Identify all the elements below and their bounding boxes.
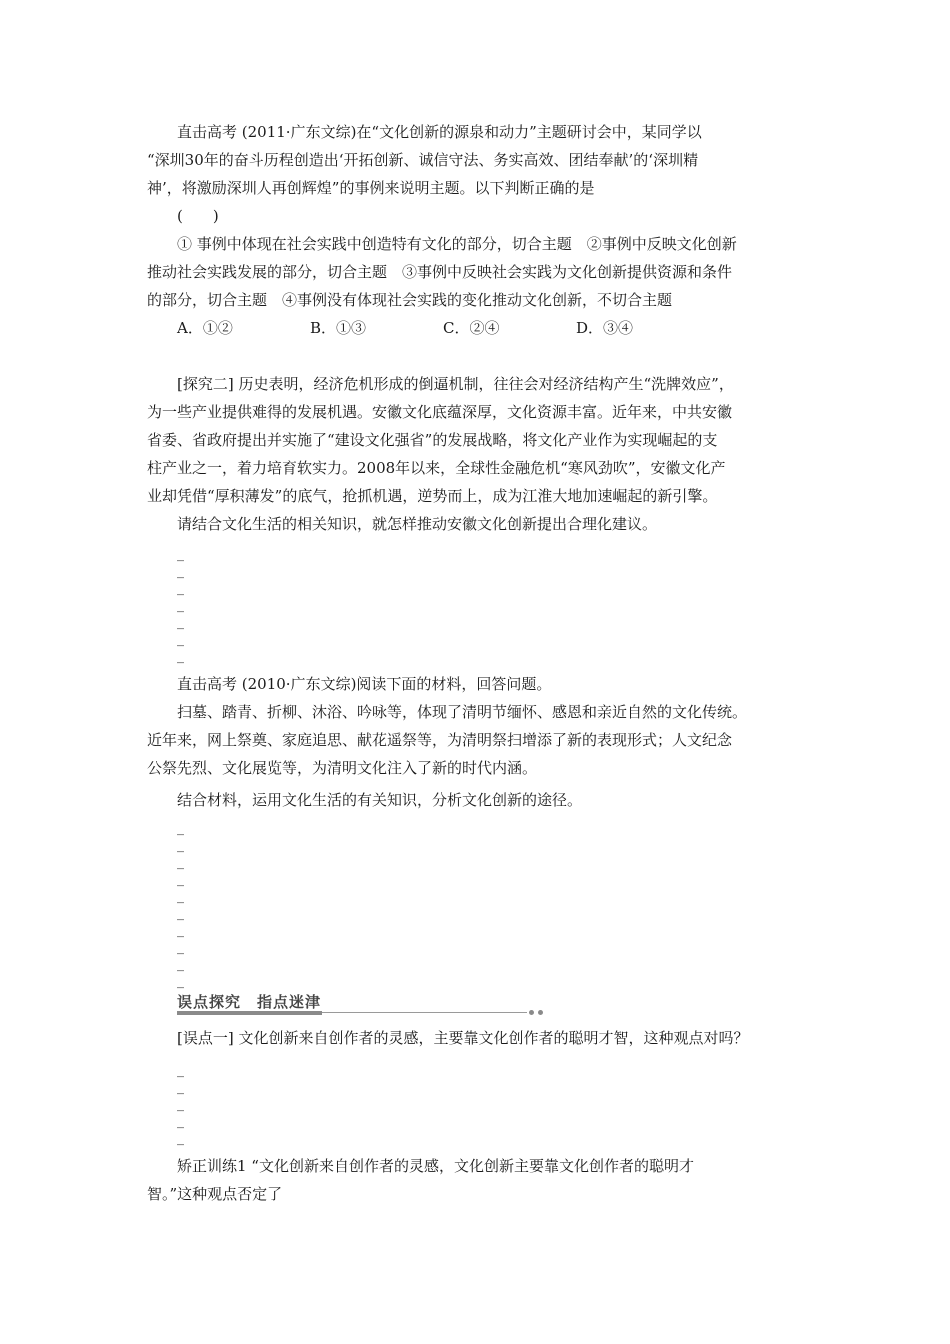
decorative-dot-icon <box>538 1010 543 1015</box>
text-line: 公祭先烈、文化展览等，为清明文化注入了新的时代内涵。 <box>147 759 538 777</box>
text-line: 业却凭借“厚积薄发”的底气，抢抓机遇，逆势而上，成为江淮大地加速崛起的新引擎。 <box>147 487 718 505</box>
blank-mark: _ <box>177 580 184 596</box>
answer-blank-area <box>177 1062 184 1147</box>
blank-mark: _ <box>177 1062 184 1078</box>
training-1-question <box>147 1152 827 1208</box>
blank-mark: _ <box>177 905 184 921</box>
section-header <box>177 991 537 1015</box>
question-2-prompt: 结合材料，运用文化生活的有关知识，分析文化创新的途径。 <box>177 791 583 809</box>
answer-bracket: ( ) <box>177 207 219 225</box>
blank-mark: _ <box>177 956 184 972</box>
text-line: 的部分，切合主题 ④事例没有体现社会实践的变化推动文化创新，不切合主题 <box>147 291 673 309</box>
choice-d: D．③④ <box>576 319 634 337</box>
blank-mark: _ <box>177 648 184 664</box>
blank-mark: _ <box>177 631 184 647</box>
mistake-1-question: [误点一] 文化创新来自创作者的灵感，主要靠文化创作者的聪明才智，这种观点对吗？ <box>177 1029 749 1047</box>
explore-2-material <box>147 370 827 510</box>
blank-mark: _ <box>177 973 184 989</box>
decorative-dot-icon <box>529 1010 534 1015</box>
text-line: 扫墓、踏青、折柳、沐浴、吟咏等，体现了清明节缅怀、感恩和亲近自然的文化传统。 <box>177 703 748 721</box>
blank-mark: _ <box>177 837 184 853</box>
blank-mark: _ <box>177 888 184 904</box>
text-line: ① 事例中体现在社会实践中创造特有文化的部分，切合主题 ②事例中反映文化创新 <box>177 235 737 253</box>
text-line: 矫正训练1 “文化创新来自创作者的灵感，文化创新主要靠文化创作者的聪明才 <box>177 1157 694 1175</box>
choice-c: C．②④ <box>443 319 500 337</box>
blank-mark: _ <box>177 820 184 836</box>
blank-mark: _ <box>177 854 184 870</box>
answer-blank-area <box>177 820 184 990</box>
blank-mark: _ <box>177 871 184 887</box>
text-line: 智。”这种观点否定了 <box>147 1185 283 1203</box>
blank-mark: _ <box>177 1096 184 1112</box>
section-header-title: 误点探究 指点迷津 <box>177 993 322 1011</box>
choice-list <box>177 314 633 342</box>
blank-mark: _ <box>177 1130 184 1146</box>
text-line: “深圳30年的奋斗历程创造出‘开拓创新、诚信守法、务实高效、团结奉献’的‘深圳精 <box>147 151 699 169</box>
text-line: [探究二] 历史表明，经济危机形成的倒逼机制，往往会对经济结构产生“洗牌效应”， <box>177 375 734 393</box>
text-line: 近年来，网上祭奠、家庭追思、献花遥祭等，为清明祭扫增添了新的表现形式；人文纪念 <box>147 731 733 749</box>
blank-mark: _ <box>177 1113 184 1129</box>
blank-mark: _ <box>177 546 184 562</box>
choice-a: A．①② <box>177 319 233 337</box>
blank-mark: _ <box>177 614 184 630</box>
section-header-underline <box>177 1011 322 1015</box>
blank-mark: _ <box>177 939 184 955</box>
question-1-options <box>147 230 827 314</box>
text-line: 为一些产业提供难得的发展机遇。安徽文化底蕴深厚，文化资源丰富。近年来，中共安徽 <box>147 403 733 421</box>
text-line: 推动社会实践发展的部分，切合主题 ③事例中反映社会实践为文化创新提供资源和条件 <box>147 263 733 281</box>
question-1-stem <box>147 118 827 202</box>
text-line: 省委、省政府提出并实施了“建设文化强省”的发展战略，将文化产业作为实现崛起的支 <box>147 431 718 449</box>
question-2-title: 直击高考 (2010·广东文综)阅读下面的材料，回答问题。 <box>177 675 552 693</box>
blank-mark: _ <box>177 1079 184 1095</box>
question-2-material <box>147 698 827 782</box>
text-line: 直击高考 (2011·广东文综)在“文化创新的源泉和动力”主题研讨会中，某同学以 <box>177 123 702 141</box>
section-header-rule <box>322 1012 527 1013</box>
text-line: 神’，将激励深圳人再创辉煌”的事例来说明主题。以下判断正确的是 <box>147 179 595 197</box>
blank-mark: _ <box>177 563 184 579</box>
blank-mark: _ <box>177 597 184 613</box>
text-line: 柱产业之一，着力培育软实力。2008年以来，全球性金融危机“寒风劲吹”，安徽文化产 <box>147 459 726 477</box>
blank-mark: _ <box>177 922 184 938</box>
choice-b: B．①③ <box>310 319 367 337</box>
explore-2-prompt: 请结合文化生活的相关知识，就怎样推动安徽文化创新提出合理化建议。 <box>177 515 658 533</box>
answer-blank-area <box>177 546 184 665</box>
